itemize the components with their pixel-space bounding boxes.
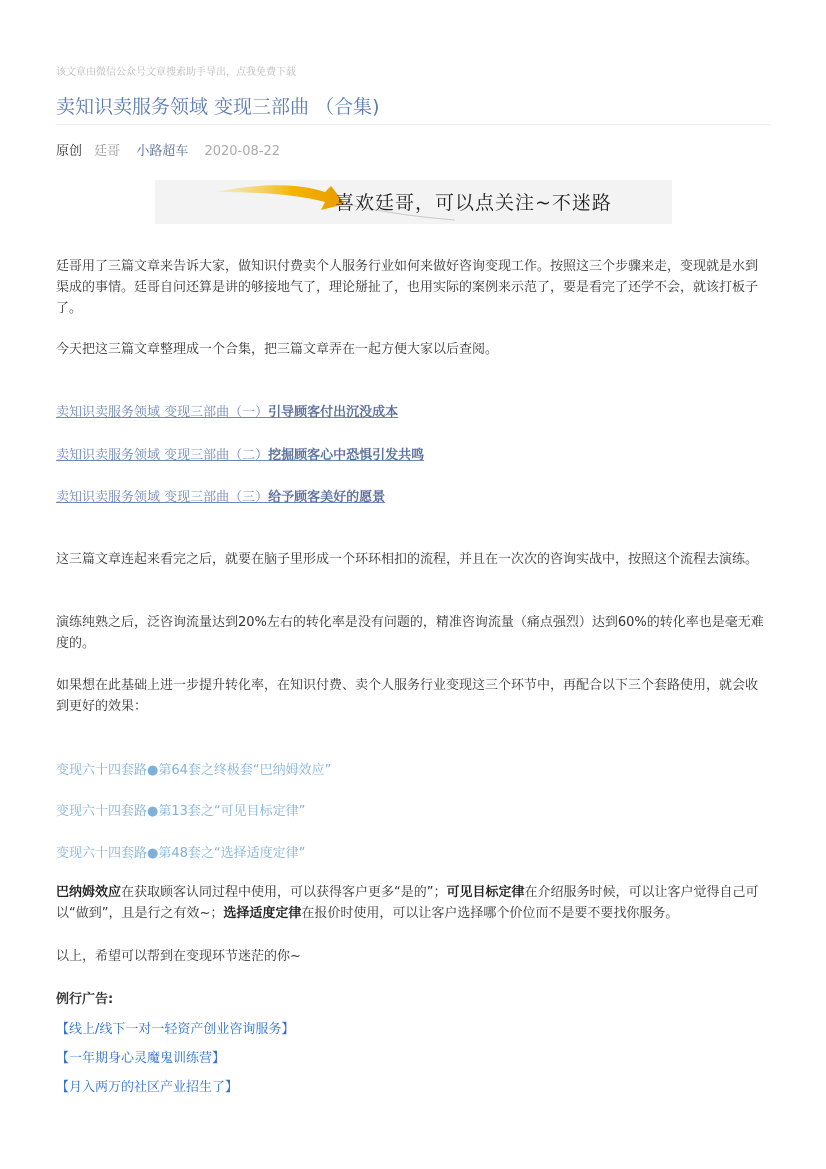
export-notice[interactable]: 该文章由微信公众号文章搜索助手导出，点我免费下载 <box>56 67 296 78</box>
ad-link-2[interactable]: 【一年期身心灵魔鬼训练营】 <box>56 1051 226 1066</box>
page-title: 卖知识卖服务领域 变现三部曲 （合集) <box>56 96 380 118</box>
follow-banner <box>155 180 672 224</box>
paragraph-closing: 以上，希望可以帮到在变现环节迷茫的你~ <box>56 949 301 964</box>
article-link-1[interactable] <box>56 401 398 420</box>
banner-text: 喜欢廷哥，可以点关注~不迷路 <box>335 192 612 214</box>
link-prefix: 卖知识卖服务领域 变现三部曲（三） <box>56 490 269 505</box>
original-badge: 原创 <box>56 144 83 159</box>
link-bold: 给予顾客美好的愿景 <box>268 490 386 505</box>
summary-text-1: 在获取顾客认同过程中使用，可以获得客户更多“是的”； <box>121 885 447 900</box>
tactic-link-1[interactable]: 变现六十四套路●第64套之终极套“巴纳姆效应” <box>56 763 332 778</box>
link-bold: 挖掘顾客心中恐惧引发共鸣 <box>268 448 425 463</box>
keyword-barnum: 巴纳姆效应 <box>56 885 122 900</box>
summary-text-2: 在介绍服务时候，可以让客户觉得自己可以“做到”，且是行之有效~； <box>56 885 759 921</box>
publish-date: 2020-08-22 <box>204 144 281 159</box>
ad-link-3[interactable]: 【月入两万的社区产业招生了】 <box>56 1080 239 1095</box>
article-link-3[interactable] <box>56 486 385 505</box>
link-bold: 引导顾客付出沉没成本 <box>268 405 399 420</box>
ads-title: 例行广告: <box>56 992 114 1007</box>
ad-link-1[interactable]: 【线上/线下一对一轻资产创业咨询服务】 <box>56 1022 295 1037</box>
paragraph-collection: 今天把这三篇文章整理成一个合集，把三篇文章弄在一起方便大家以后查阅。 <box>56 342 499 357</box>
paragraph-conversion: 演练纯熟之后，泛咨询流量达到20%左右的转化率是没有问题的，精准咨询流量（痛点强烈）达到60%的转化率也是毫无难度的。 <box>56 615 764 651</box>
link-prefix: 卖知识卖服务领域 变现三部曲（二） <box>56 448 269 463</box>
title-divider <box>56 124 770 125</box>
keyword-visible-goal: 可见目标定律 <box>446 885 525 900</box>
link-prefix: 卖知识卖服务领域 变现三部曲（一） <box>56 405 269 420</box>
tactic-link-2[interactable]: 变现六十四套路●第13套之“可见目标定律” <box>56 804 306 819</box>
paragraph-improve: 如果想在此基础上进一步提升转化率，在知识付费、卖个人服务行业变现这三个环节中，再配合以下三个套路使用，就会收到更好的效果： <box>56 678 759 714</box>
keyword-moderate-choice: 选择适度定律 <box>223 906 302 921</box>
paragraph-intro: 廷哥用了三篇文章来告诉大家，做知识付费卖个人服务行业如何来做好咨询变现工作。按照这三个步骤来走，变现就是水到渠成的事情。廷哥自问还算是讲的够接地气了，理论掰扯了，也用实际的案例来示范了，要是看完了还学不会，就该打板子了。 <box>56 259 759 316</box>
tactic-link-3[interactable]: 变现六十四套路●第48套之“选择适度定律” <box>56 846 306 861</box>
paragraph-summary <box>56 882 770 924</box>
article-meta <box>56 140 280 159</box>
summary-text-3: 在报价时使用，可以让客户选择哪个价位而不是要不要找你服务。 <box>301 906 679 921</box>
account-link[interactable]: 小路超车 <box>136 144 189 159</box>
paragraph-flow: 这三篇文章连起来看完之后，就要在脑子里形成一个环环相扣的流程，并且在一次次的咨询实战中，按照这个流程去演练。 <box>56 552 759 567</box>
article-link-2[interactable] <box>56 444 424 463</box>
author-name: 廷哥 <box>94 144 121 159</box>
